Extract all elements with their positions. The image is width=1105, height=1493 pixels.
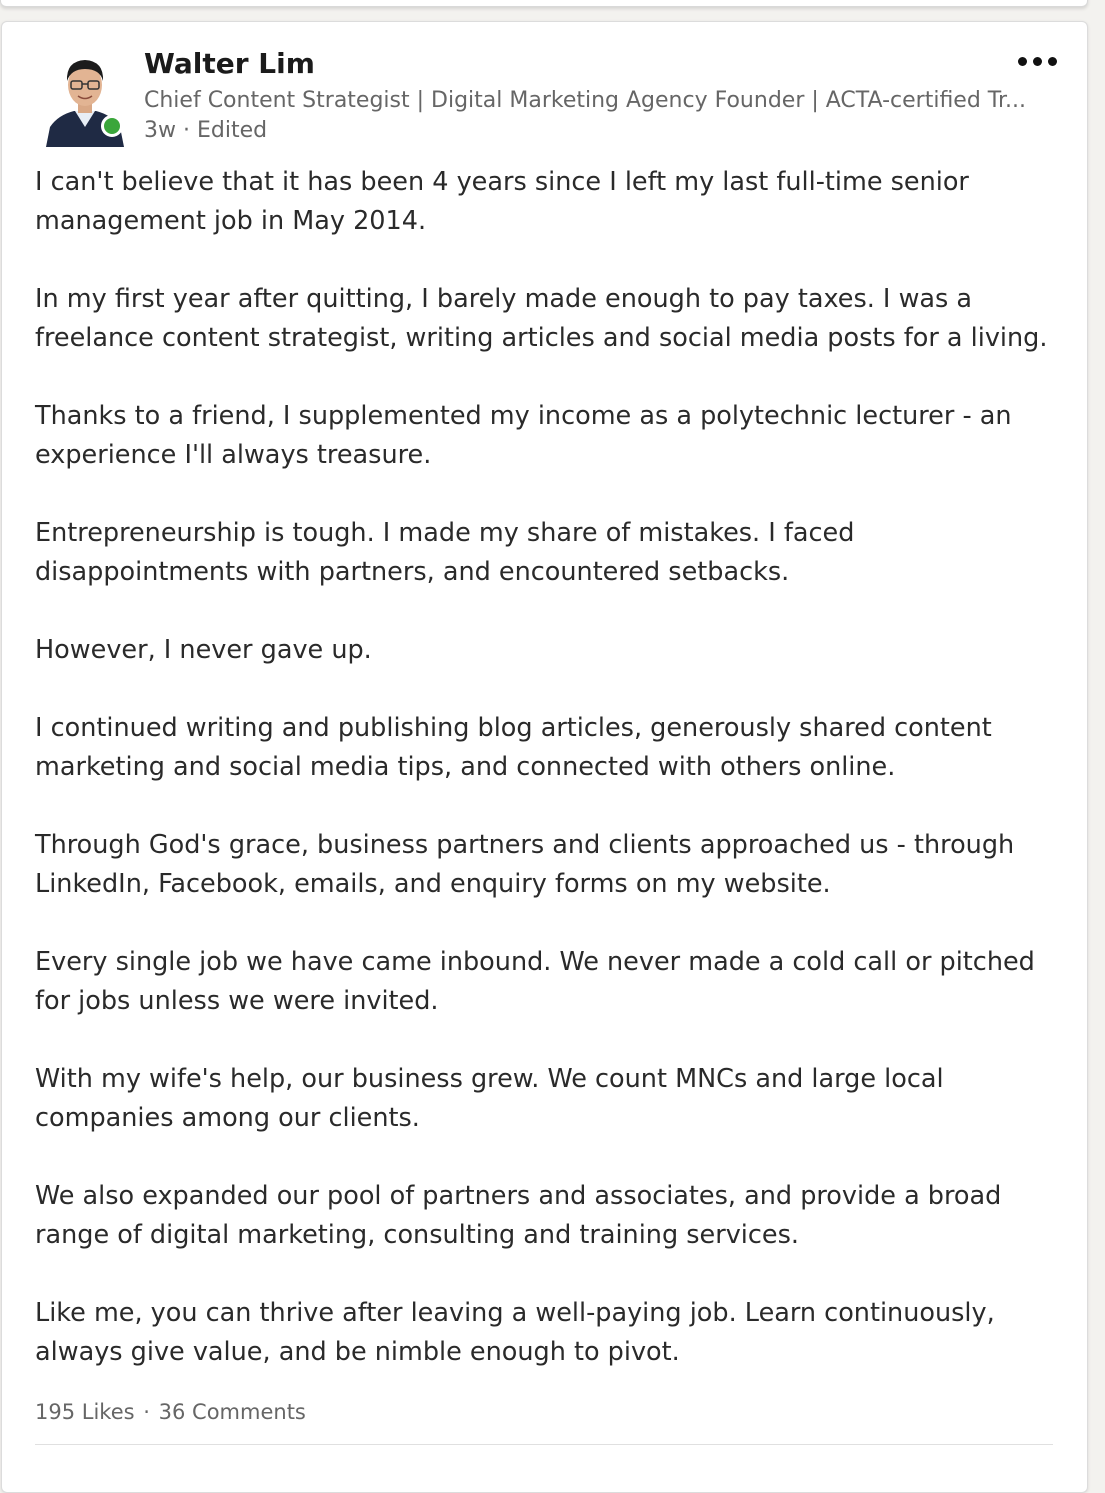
post-body (35, 163, 1065, 1372)
stats-separator: · (143, 1400, 150, 1424)
previous-post-card (0, 0, 1088, 7)
post-paragraph: In my first year after quitting, I barely made enough to pay taxes. I was a freelance content strategist, writing articles and social media posts for a living. (35, 284, 1048, 353)
more-horizontal-icon (1018, 57, 1027, 66)
more-horizontal-icon-dot (1048, 57, 1057, 66)
author-name[interactable]: Walter Lim (144, 47, 315, 80)
post-paragraph: Like me, you can thrive after leaving a well-paying job. Learn continuously, always give value, and be nimble enough to pivot. (35, 1298, 995, 1367)
more-horizontal-icon-dot (1033, 57, 1042, 66)
post-paragraph: We also expanded our pool of partners and associates, and provide a broad range of digital marketing, consulting and training services. (35, 1181, 1002, 1250)
author-headline: Chief Content Strategist | Digital Marketing Agency Founder | ACTA-certified Tr... (144, 88, 1026, 113)
comments-count-link[interactable]: 36 Comments (158, 1400, 306, 1424)
post-paragraph: I can't believe that it has been 4 years since I left my last full-time senior management job in May 2014. (35, 167, 969, 236)
post-paragraph: Entrepreneurship is tough. I made my share of mistakes. I faced disappointments with partners, and encountered setbacks. (35, 518, 855, 587)
post-timestamp: 3w · Edited (144, 118, 268, 143)
online-status-icon (101, 115, 123, 137)
post-paragraph: I continued writing and publishing blog articles, generously shared content marketing and social media tips, and connected with others online. (35, 713, 992, 782)
post-paragraph: Every single job we have came inbound. We never made a cold call or pitched for jobs unless we were invited. (35, 947, 1035, 1016)
post-stats (35, 1400, 306, 1424)
post-paragraph: However, I never gave up. (35, 635, 372, 665)
more-options-button[interactable] (1014, 49, 1064, 73)
divider (35, 1444, 1053, 1445)
post-paragraph: Through God's grace, business partners and clients approached us - through LinkedIn, Facebook, emails, and enquiry forms on my website. (35, 830, 1015, 899)
post-paragraph: With my wife's help, our business grew. We count MNCs and large local companies among our clients. (35, 1064, 944, 1133)
post-paragraph: Thanks to a friend, I supplemented my income as a polytechnic lecturer - an experience I'll always treasure. (35, 401, 1012, 470)
likes-count-link[interactable]: 195 Likes (35, 1400, 135, 1424)
